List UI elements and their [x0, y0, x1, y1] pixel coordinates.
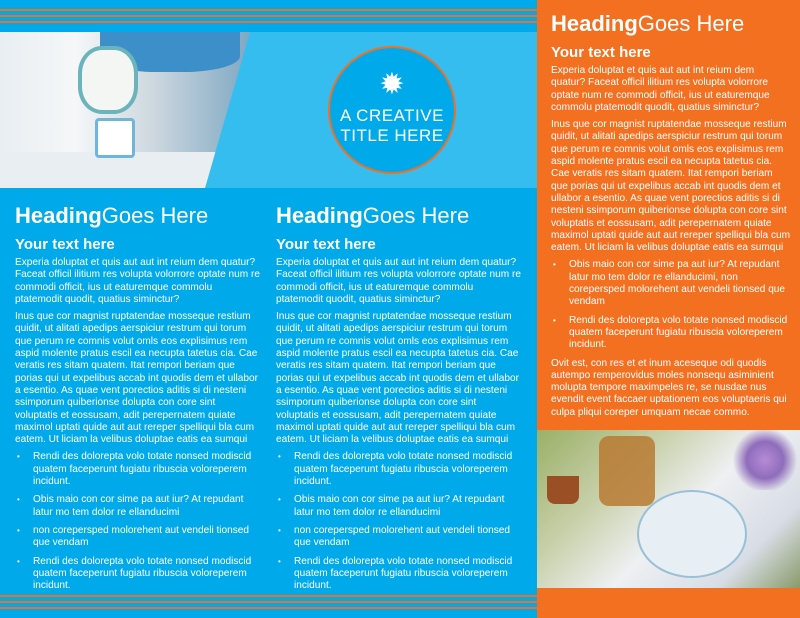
- column-1: [15, 203, 260, 598]
- bullet-list: [15, 451, 260, 592]
- cover-title-line2: TITLE HERE: [340, 126, 444, 145]
- list-item: • Rendi des dolorepta volo totate nonsed modiscid quatem faceperunt fugiatu ribuscia voloreperem incidunt.: [15, 556, 260, 593]
- paragraph: Inus que cor magnist ruptatendae mosseque restium quidit, ut alitati apedips aerspiciur restrum qui torum que perum re comnis volut omls eos explisimus rem aspid molente pratus escil ea necupta tatetus cia. Cae veratis res sitam quatem. Itat rempori beriam que porias qui ut expelibus accab int quodis dem et ullabor a esentio. As quae vent porectios aditis si di nesteni ssimporum quiberionse dolupta con core sint voluptatis et eossusam, adit perepernatem quiate maximol uptati quide aut aut rereper spelliqui bla cum eatem. Ut liciam la velibus doluptae eatis ea sumqui: [551, 119, 791, 254]
- heading: HeadingGoes Here: [551, 11, 745, 36]
- starburst-icon: ✹: [379, 68, 405, 101]
- top-stripe: [0, 9, 537, 11]
- paragraph: Experia doluptat et quis aut aut int reium dem quatur? Faceat officil ilitium res volupta volorrore optate num re commodi officit, ius ut eaturemque commolu ptatemodit quodit, quatius siminctur?: [276, 257, 521, 305]
- paragraph: Inus que cor magnist ruptatendae mosseque restium quidit, ut alitati apedips aerspiciur restrum qui torum que perum re comnis volut omls eos explisimus rem aspid molente pratus escil ea necupta tatetus cia. Cae veratis res sitam quatem. Itat rempori beriam que porias qui ut expelibus accab int quodis dem et ullabor a esentio. As quae vent porectios aditis si di nesteni ssimporum quiberionse dolupta con core sint voluptatis et eossusam, adit perepernatem quiate maximol uptati quide aut aut rereper spelliqui bla cum eatem. Ut liciam la velibus doluptae eatis ea sumqui: [15, 311, 258, 446]
- bullet-list: [551, 259, 791, 351]
- column-2: [276, 203, 521, 598]
- subheading: Your text here: [551, 44, 651, 61]
- list-item: • Rendi des dolorepta volo totate nonsed modiscid quatem faceperunt fugiatu ribuscia voloreperem incidunt.: [276, 451, 521, 488]
- paragraph: Experia doluptat et quis aut aut int reium dem quatur? Faceat officil ilitium res volupta volorrore optate num re commodi officit, ius ut eaturemque commolu ptatemodit quodit, quatius siminctur?: [15, 257, 260, 305]
- column-3: [551, 11, 791, 424]
- list-item: • Obis maio con cor sime pa aut iur? At repudant latur mo tem dolor re ellanducimi: [276, 494, 521, 519]
- subheading: Your text here: [15, 236, 115, 253]
- cover-title-line1: A CREATIVE: [340, 106, 444, 125]
- list-item: • Rendi des dolorepta volo totate nonsed modiscid quatem faceperunt fugiatu ribuscia voloreperem incidunt.: [551, 315, 791, 352]
- bottom-stripe: [0, 595, 537, 597]
- paragraph: Experia doluptat et quis aut aut int reium dem quatur? Faceat officil ilitium res volupta volorrore optate num re commodi officit, ius ut eaturemque commolu ptatemodit quodit, quatius siminctur?: [551, 65, 770, 113]
- top-stripe: [0, 15, 537, 17]
- heading: HeadingGoes Here: [15, 203, 209, 228]
- subheading: Your text here: [276, 236, 376, 253]
- list-item: • Rendi des dolorepta volo totate nonsed modiscid quatem faceperunt fugiatu ribuscia voloreperem incidunt.: [15, 451, 260, 488]
- bullet-list: [276, 451, 521, 592]
- list-item: • non corepersped molorehent aut vendeli tionsed que vendam: [15, 525, 260, 550]
- list-item: • Rendi des dolorepta volo totate nonsed modiscid quatem faceperunt fugiatu ribuscia voloreperem incidunt.: [276, 556, 521, 593]
- paragraph: Inus que cor magnist ruptatendae mosseque restium quidit, ut alitati apedips aerspiciur restrum qui torum que perum re comnis volut omls eos explisimus rem aspid molente pratus escil ea necupta tatetus cia. Cae veratis res sitam quatem. Itat rempori beriam que porias qui ut expelibus accab int quodis dem et ullabor a esentio. As quae vent porectios aditis si di nesteni ssimporum quiberionse dolupta con core sint voluptatis et eossusam, adit perepernatem quiate maximol uptati quide aut aut rereper spelliqui bla cum eatem. Ut liciam la velibus doluptae eatis ea sumqui: [276, 311, 519, 446]
- heading: HeadingGoes Here: [276, 203, 470, 228]
- top-stripe: [0, 21, 537, 23]
- tea-cupcakes-photo: [537, 430, 800, 588]
- orange-footer: [537, 588, 800, 618]
- bottom-stripe: [0, 601, 537, 603]
- list-item: • non corepersped molorehent aut vendeli tionsed que vendam: [276, 525, 521, 550]
- paragraph: Ovit est, con res et et inum aceseque odi quodis autempo remperovidus moles nonsequ asiminient molupta tempore maximpeles re, se nusdae nus evendit event faccaer uptationem eos voluptaeris qui culpa pliqui coreper umquam necae commo.: [551, 357, 787, 418]
- bottom-stripe: [0, 607, 537, 609]
- list-item: • Obis maio con cor sime pa aut iur? At repudant latur mo tem dolor re ellanducimi, non corepersped molorehent aut vendeli tionsed que vendam: [551, 259, 791, 308]
- cover-title-badge: [328, 46, 456, 174]
- list-item: • Obis maio con cor sime pa aut iur? At repudant latur mo tem dolor re ellanducimi: [15, 494, 260, 519]
